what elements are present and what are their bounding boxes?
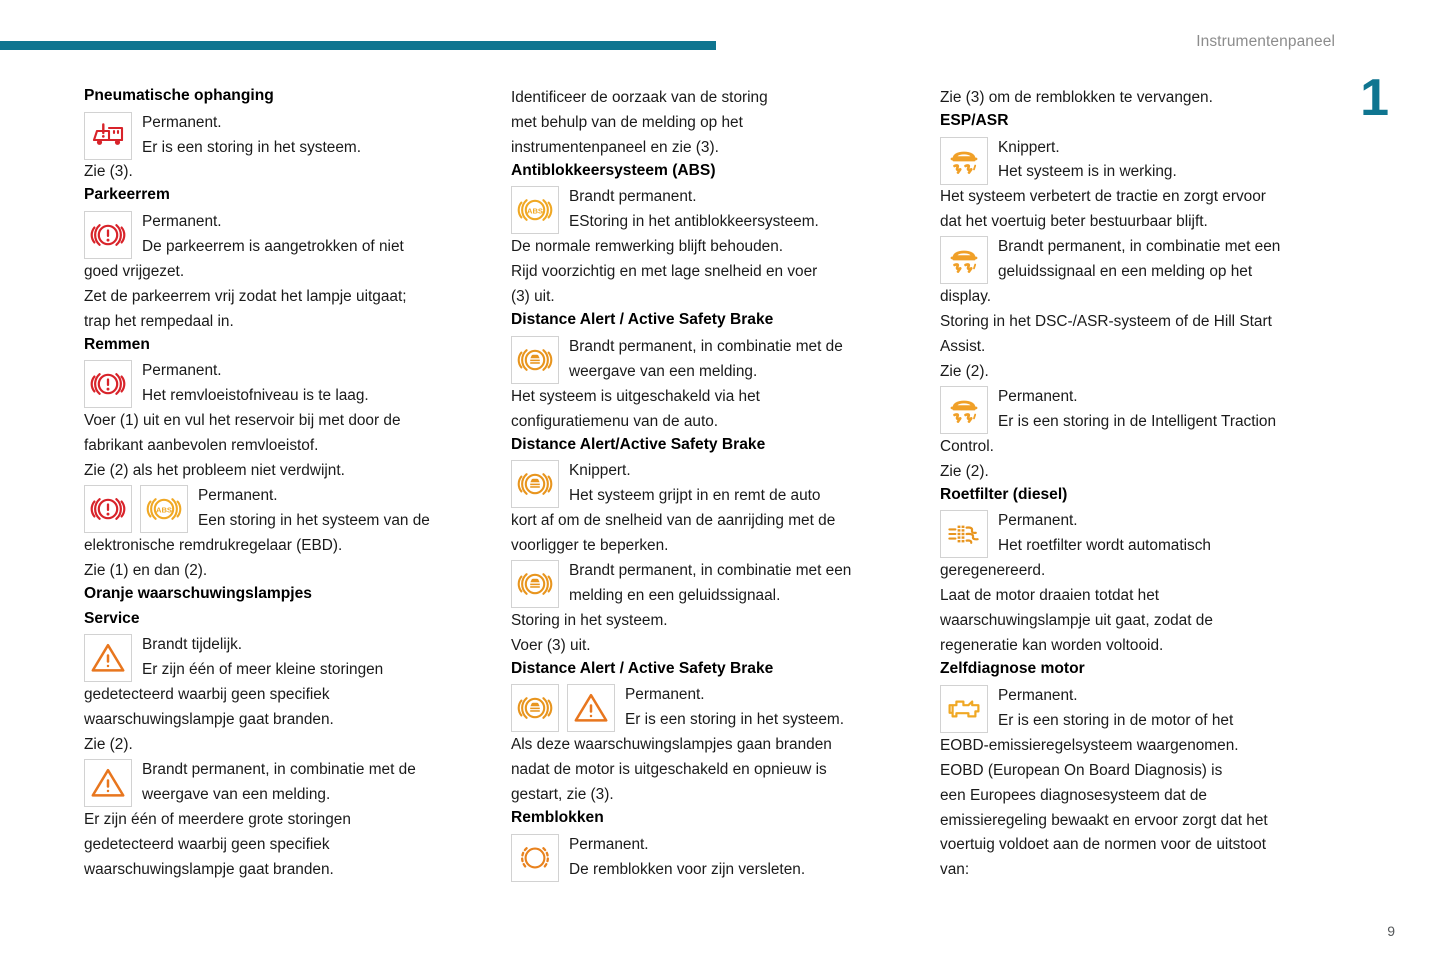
description-line: Permanent. [142,213,222,231]
description-line: Brandt permanent, in combinatie met een [998,238,1281,256]
body-text: Zie (2). [940,462,989,480]
body-text: instrumentenpaneel en zie (3). [511,138,719,156]
warning-lamp-description [140,210,484,260]
warning-lamp-entry [511,559,913,609]
pneumatic-suspension-icon [84,112,132,160]
section-heading: Oranje waarschuwingslampjes [84,584,312,602]
body-text: waarschuwingslampje gaat branden. [84,710,334,728]
esp-asr-icon [940,386,988,434]
section-heading: Parkeerrem [84,186,170,204]
distance-alert-icon [511,560,559,608]
description-line: Brandt permanent, in combinatie met de [142,760,416,778]
warning-lamp-description [140,633,484,683]
body-text: Zet de parkeerrem vrij zodat het lampje uitgaat; [84,287,407,305]
description-line: Het remvloeistofniveau is te laag. [142,387,369,405]
description-line: geluidssignaal en een melding op het [998,263,1253,281]
chapter-number: 1 [1360,69,1389,127]
body-text: configuratiemenu van de auto. [511,412,719,430]
header-accent-bar [0,41,716,50]
body-text: gedetecteerd waarbij geen specifiek [84,835,330,853]
warning-lamp-description [140,758,484,808]
description-line: Het systeem grijpt in en remt de auto [569,487,821,505]
section-heading: Distance Alert / Active Safety Brake [511,659,774,677]
brake-warning-icon [84,211,132,259]
brake-warning-icon [84,485,132,533]
description-line: De remblokken voor zijn versleten. [569,860,806,878]
description-line: Knippert. [569,462,631,480]
warning-lamp-description [567,559,913,609]
description-line: Er zijn één of meer kleine storingen [142,661,384,679]
warning-lamp-entry [940,235,1342,285]
warning-lamp-description [996,509,1342,559]
warning-lamp-entry [940,385,1342,435]
description-line: weergave van een melding. [142,785,331,803]
body-text: Storing in het systeem. [511,611,668,629]
body-text: fabrikant aanbevolen remvloeistof. [84,437,319,455]
warning-lamp-entry [511,683,913,733]
description-line: Permanent. [625,686,705,704]
page-number: 9 [1387,923,1395,939]
abs-icon [511,186,559,234]
description-line: melding en een geluidssignaal. [569,586,781,604]
column-right [940,86,1342,883]
body-text: regeneratie kan worden voltooid. [940,637,1164,655]
warning-lamp-description [567,833,913,883]
warning-lamp-description [140,359,484,409]
body-text: De normale remwerking blijft behouden. [511,238,784,256]
brake-warning-icon [84,360,132,408]
body-text: kort af om de snelheid van de aanrijding met de [511,512,836,530]
description-line: De parkeerrem is aangetrokken of niet [142,237,404,255]
body-text: Het systeem verbetert de tractie en zorgt ervoor [940,188,1266,206]
body-text: dat het voertuig beter bestuurbaar blijft. [940,213,1208,231]
description-line: Brandt permanent. [569,188,697,206]
body-text: met behulp van de melding op het [511,113,743,131]
section-heading: Pneumatische ophanging [84,87,274,104]
warning-triangle-icon [567,684,615,732]
description-line: Er is een storing in de Intelligent Traction [998,413,1277,431]
body-text: EOBD-emissieregelsysteem waargenomen. [940,736,1239,754]
body-text: Zie (2). [940,363,989,381]
warning-lamp-entry [511,185,913,235]
section-heading: Service [84,609,140,627]
warning-lamp-entry [84,210,484,260]
description-line: Het systeem is in werking. [998,163,1177,181]
body-text: Identificeer de oorzaak van de storing [511,89,768,106]
description-line: Er is een storing in het systeem. [142,138,361,156]
body-text: EOBD (European On Board Diagnosis) is [940,761,1223,779]
engine-check-icon [940,685,988,733]
body-text: Zie (3). [84,163,133,181]
body-text: nadat de motor is uitgeschakeld en opnieuw is [511,761,827,779]
warning-lamp-description [567,185,913,235]
warning-lamp-description [996,235,1342,285]
page-header-title: Instrumentenpaneel [1196,33,1335,50]
body-text: een Europees diagnosesysteem dat de [940,786,1207,804]
warning-lamp-entry [84,633,484,683]
content-columns [84,86,1342,883]
warning-lamp-description [996,136,1342,186]
body-text: Het systeem is uitgeschakeld via het [511,387,760,405]
warning-lamp-description [567,459,913,509]
body-text: gestart, zie (3). [511,786,614,804]
body-text: (3) uit. [511,288,555,306]
body-text: emissieregeling bewaakt en ervoor zorgt dat het [940,811,1268,829]
description-line: weergave van een melding. [569,362,758,380]
body-text: waarschuwingslampje gaat branden. [84,860,334,878]
body-text: geregenereerd. [940,562,1046,580]
section-heading: Remblokken [511,809,604,827]
description-line: Permanent. [998,388,1078,406]
description-line: Permanent. [998,686,1078,704]
section-heading: Roetfilter (diesel) [940,485,1068,503]
description-line: Er is een storing in de motor of het [998,711,1234,729]
warning-lamp-description [623,683,913,733]
description-line: Brandt tijdelijk. [142,636,243,654]
warning-lamp-entry [84,359,484,409]
section-heading: Antiblokkeersysteem (ABS) [511,161,716,179]
warning-lamp-entry [511,335,913,385]
esp-asr-icon [940,236,988,284]
body-text: Voer (1) uit en vul het reservoir bij met door de [84,412,401,430]
description-line: Een storing in het systeem van de [198,512,430,530]
abs-icon [140,485,188,533]
body-text: gedetecteerd waarbij geen specifiek [84,686,330,703]
body-text: Als deze waarschuwingslampjes gaan branden [511,736,832,754]
distance-alert-icon [511,460,559,508]
body-text: trap het rempedaal in. [84,312,234,330]
description-line: Brandt permanent, in combinatie met de [569,337,843,355]
description-line: Permanent. [569,835,649,853]
body-text: voorligger te beperken. [511,537,669,555]
body-text: van: [940,861,970,879]
section-heading: Distance Alert / Active Safety Brake [511,311,774,329]
warning-lamp-description [996,385,1342,435]
section-heading: Zelfdiagnose motor [940,660,1085,678]
warning-lamp-entry [84,111,484,161]
body-text: Er zijn één of meerdere grote storingen [84,810,351,828]
warning-lamp-entry [511,459,913,509]
warning-triangle-icon [84,759,132,807]
body-text: Voer (3) uit. [511,636,591,654]
description-line: EStoring in het antiblokkeersysteem. [569,213,819,231]
warning-lamp-entry [84,484,484,534]
distance-alert-icon [511,336,559,384]
warning-triangle-icon [84,634,132,682]
body-text: goed vrijgezet. [84,262,185,280]
body-text: Zie (2) als het probleem niet verdwijnt. [84,462,345,480]
warning-lamp-entry [940,136,1342,186]
column-left [84,86,484,883]
body-text: voertuig voldoet aan de normen voor de uitstoot [940,836,1266,854]
esp-asr-icon [940,137,988,185]
description-line: Het roetfilter wordt automatisch [998,537,1211,555]
particulate-filter-icon [940,510,988,558]
warning-lamp-description [567,335,913,385]
description-line: Knippert. [998,138,1060,156]
body-text: waarschuwingslampje uit gaat, zodat de [940,612,1213,630]
description-line: Permanent. [998,512,1078,530]
brake-pad-wear-icon [511,834,559,882]
section-heading: ESP/ASR [940,111,1009,129]
warning-lamp-description [996,684,1342,734]
body-text: Control. [940,437,994,455]
description-line: Permanent. [142,362,222,380]
warning-lamp-entry [940,509,1342,559]
body-text: Storing in het DSC-/ASR-systeem of de Hill Start [940,313,1272,331]
description-line: Brandt permanent, in combinatie met een [569,561,852,579]
description-line: Permanent. [198,487,278,505]
warning-lamp-description [140,111,484,161]
description-line: Er is een storing in het systeem. [625,711,844,729]
body-text: Zie (2). [84,735,133,753]
warning-lamp-entry [84,758,484,808]
warning-lamp-entry [511,833,913,883]
warning-lamp-entry [940,684,1342,734]
section-heading: Remmen [84,335,150,353]
warning-lamp-description [196,484,484,534]
body-text: display. [940,288,992,306]
body-text: elektronische remdrukregelaar (EBD). [84,537,343,555]
column-mid [511,86,913,883]
body-text: Zie (1) en dan (2). [84,561,208,579]
body-text: Rijd voorzichtig en met lage snelheid en voer [511,263,818,281]
body-text: Zie (3) om de remblokken te vervangen. [940,89,1213,106]
body-text: Assist. [940,338,986,356]
body-text: Laat de motor draaien totdat het [940,587,1160,605]
section-heading: Distance Alert/Active Safety Brake [511,435,766,453]
description-line: Permanent. [142,113,222,131]
distance-alert-icon [511,684,559,732]
